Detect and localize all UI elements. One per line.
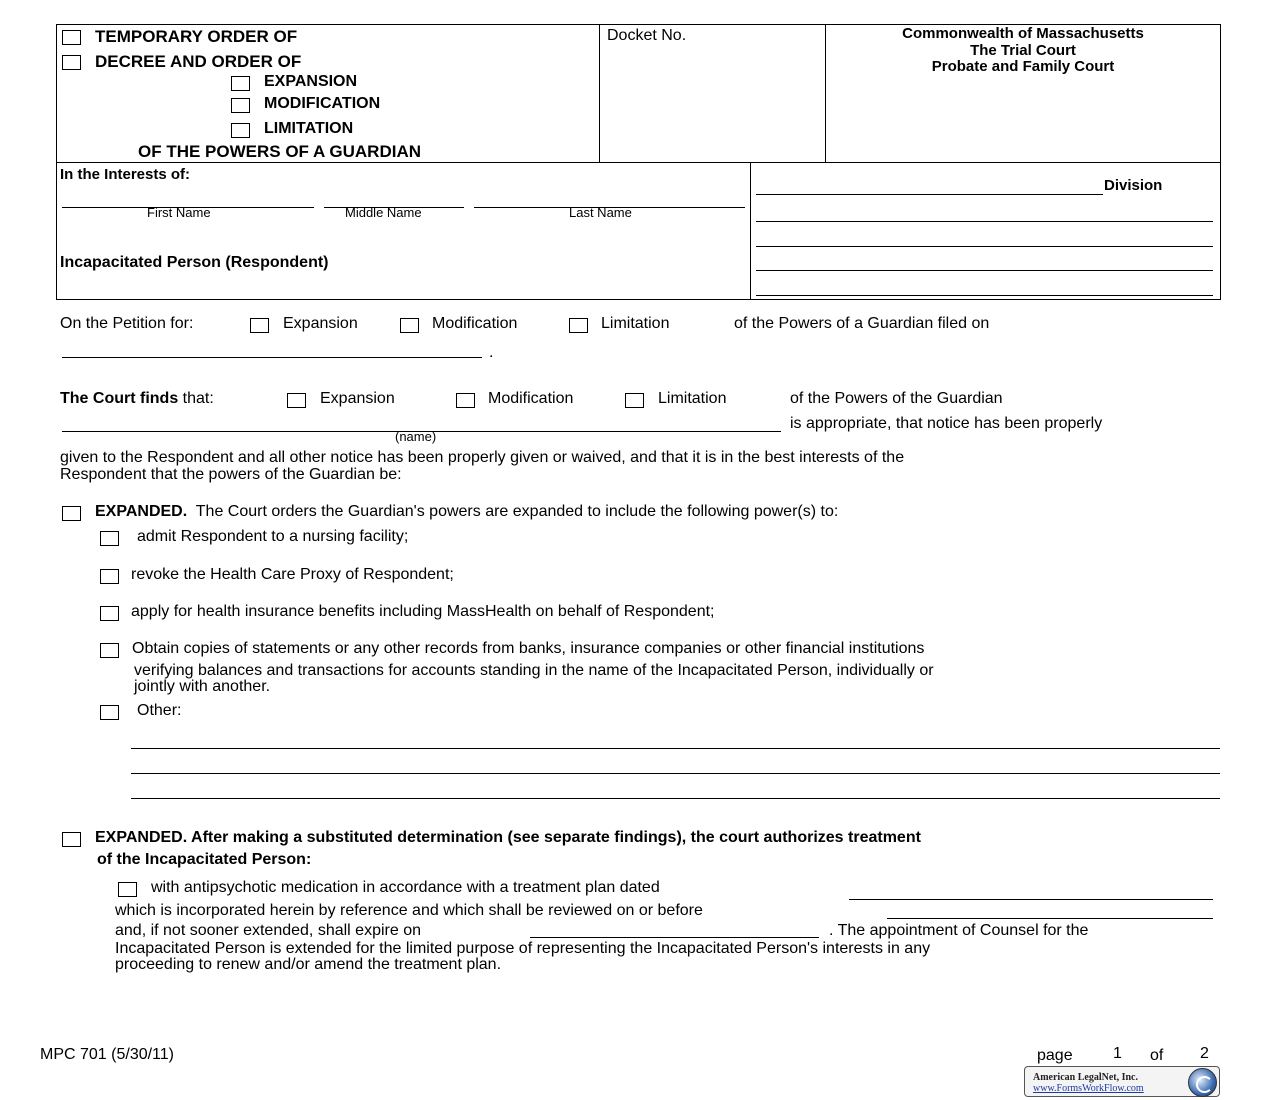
header-limitation-label: LIMITATION [264,120,354,137]
temporary-order-checkbox[interactable] [62,30,81,45]
expanded-powers-text: The Court orders the Guardian's powers are expanded to include the following power(s) to: [195,503,839,520]
findings-limitation-checkbox[interactable] [625,393,644,408]
findings-line-2: given to the Respondent and all other notice has been properly given or waived, and that it is in the best interests of the [60,449,905,466]
page-number: 1 [1113,1045,1122,1062]
antipsychotic-checkbox[interactable] [118,882,137,897]
petition-intro: On the Petition for: [60,315,194,332]
health-care-proxy-label: revoke the Health Care Proxy of Respondent; [131,566,454,583]
petition-modification-checkbox[interactable] [400,318,419,333]
findings-line-3: Respondent that the powers of the Guardian be: [60,466,402,483]
financial-records-line-2: verifying balances and transactions for accounts standing in the name of the Incapacitated Person, individually or [134,662,934,679]
treatment-plan-date-line[interactable] [849,899,1213,900]
counsel-text: . The appointment of Counsel for the [829,922,1089,939]
court-line-2: The Trial Court [970,42,1076,59]
expanded-treatment-checkbox[interactable] [62,832,81,847]
address-line-3[interactable] [756,270,1213,271]
powers-title: OF THE POWERS OF A GUARDIAN [138,142,422,161]
of-label: of [1150,1047,1164,1064]
division-label: Division [1104,177,1163,194]
header-modification-label: MODIFICATION [264,95,381,112]
first-name-caption: First Name [147,205,211,220]
court-line-3: Probate and Family Court [931,58,1115,75]
legalnet-logo[interactable] [1024,1066,1220,1097]
findings-tail: of the Powers of the Guardian [790,390,1003,407]
expanded-treatment-line-2: of the Incapacitated Person: [97,851,312,868]
health-care-proxy-checkbox[interactable] [100,569,119,584]
review-text: which is incorporated herein by reference and which shall be reviewed on or before [115,902,703,919]
findings-lead-rest: that: [182,390,214,407]
last-name-caption: Last Name [569,205,632,220]
antipsychotic-label: with antipsychotic medication in accordance with a treatment plan dated [151,879,660,896]
docket-label: Docket No. [607,27,687,44]
temporary-order-label: TEMPORARY ORDER OF [95,27,298,46]
other-power-label: Other: [137,702,182,719]
other-line-3[interactable] [131,798,1220,799]
financial-records-line-3: jointly with another. [134,678,271,695]
findings-lead-bold: The Court finds [60,390,179,407]
header-expansion-checkbox[interactable] [231,76,250,91]
other-line-2[interactable] [131,773,1220,774]
globe-icon [1188,1068,1217,1097]
decree-order-checkbox[interactable] [62,55,81,70]
form-id: MPC 701 (5/30/11) [40,1046,174,1063]
expanded-powers-line [95,503,838,521]
header-divider-1 [599,24,600,163]
logo-url[interactable]: www.FormsWorkFlow.com [1033,1083,1144,1094]
page-label: page [1037,1047,1073,1064]
health-insurance-label: apply for health insurance benefits including MassHealth on behalf of Respondent; [131,603,715,620]
expire-text: and, if not sooner extended, shall expire on [115,922,421,939]
findings-expansion-checkbox[interactable] [287,393,306,408]
other-line-1[interactable] [131,748,1220,749]
court-line-1: Commonwealth of Massachusetts [902,25,1144,42]
respondent-box [56,162,1221,300]
respondent-role-label: Incapacitated Person (Respondent) [60,254,329,271]
middle-name-caption: Middle Name [345,205,422,220]
treatment-line-4: Incapacitated Person is extended for the limited purpose of representing the Incapacitated Person's interests in any [115,940,931,957]
address-line-2[interactable] [756,246,1213,247]
header-modification-checkbox[interactable] [231,98,250,113]
page-total: 2 [1200,1045,1209,1062]
other-power-checkbox[interactable] [100,705,119,720]
petition-date-line[interactable] [62,357,482,358]
health-insurance-checkbox[interactable] [100,606,119,621]
logo-company: American LegalNet, Inc. [1033,1072,1138,1083]
petition-modification-label: Modification [432,315,518,332]
review-date-line[interactable] [887,918,1213,919]
guardian-name-caption: (name) [395,429,437,444]
findings-expansion-label: Expansion [320,390,395,407]
petition-tail: of the Powers of a Guardian filed on [734,315,990,332]
petition-limitation-checkbox[interactable] [569,318,588,333]
decree-order-label: DECREE AND ORDER OF [95,52,302,71]
findings-modification-label: Modification [488,390,574,407]
findings-modification-checkbox[interactable] [456,393,475,408]
nursing-facility-label: admit Respondent to a nursing facility; [137,528,409,545]
treatment-line-5: proceeding to renew and/or amend the treatment plan. [115,956,502,973]
findings-limitation-label: Limitation [658,390,727,407]
petition-period: . [489,344,494,361]
header-expansion-label: EXPANSION [264,73,358,90]
financial-records-checkbox[interactable] [100,643,119,658]
interests-label: In the Interests of: [60,166,191,183]
expire-date-line[interactable] [530,937,819,938]
financial-records-label: Obtain copies of statements or any other records from banks, insurance companies or other financial institutions [132,640,925,657]
expanded-powers-label: EXPANDED. [95,503,188,520]
petition-limitation-label: Limitation [601,315,670,332]
expanded-treatment-line-1: EXPANDED. After making a substituted determination (see separate findings), the court authorizes treatment [95,829,921,846]
respondent-divider [750,162,751,300]
address-line-4[interactable] [756,295,1213,296]
nursing-facility-checkbox[interactable] [100,531,119,546]
findings-appropriate: is appropriate, that notice has been properly [790,415,1103,432]
petition-expansion-checkbox[interactable] [250,318,269,333]
expanded-powers-checkbox[interactable] [62,506,81,521]
findings-lead [60,390,214,408]
division-line[interactable] [756,194,1103,195]
header-limitation-checkbox[interactable] [231,123,250,138]
petition-expansion-label: Expansion [283,315,358,332]
address-line-1[interactable] [756,221,1213,222]
